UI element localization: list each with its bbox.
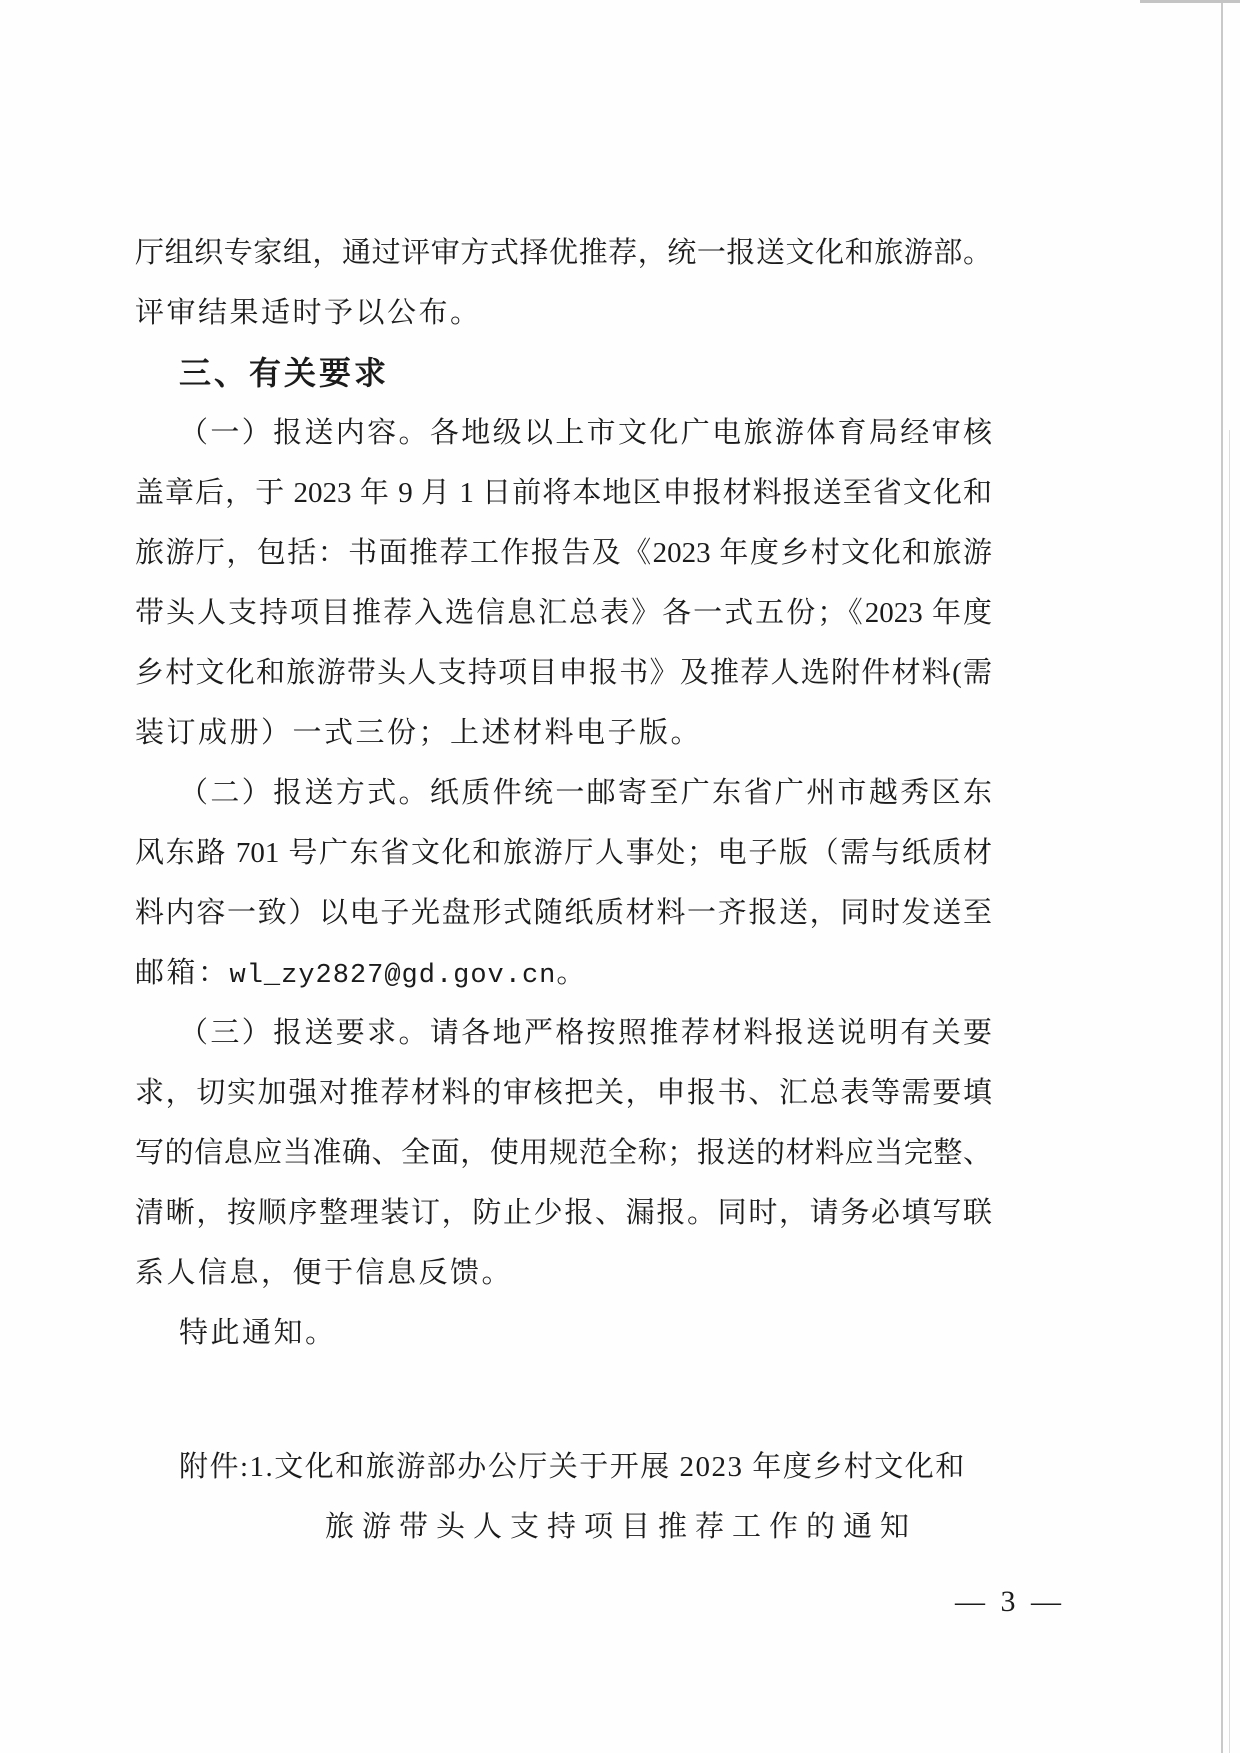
scan-edge-line [1229, 430, 1230, 1753]
email-address: wl_zy2827@gd.gov.cn [229, 961, 557, 991]
item-1-line: 带头人支持项目推荐入选信息汇总表》各一式五份；《2023 年度 [135, 597, 992, 629]
item-3-line: 求，切实加强对推荐材料的审核把关，申报书、汇总表等需要填 [135, 1077, 992, 1109]
item-1-line: （一）报送内容。各地级以上市文化广电旅游体育局经审核 [179, 417, 992, 449]
item-2-line: （二）报送方式。纸质件统一邮寄至广东省广州市越秀区东 [179, 777, 992, 809]
scan-edge-artifact [1140, 0, 1240, 3]
item-3-line: （三）报送要求。请各地严格按照推荐材料报送说明有关要 [179, 1017, 992, 1049]
item-3-line: 清晰，按顺序整理装订，防止少报、漏报。同时，请务必填写联 [135, 1197, 992, 1229]
email-label: 邮箱： [135, 957, 230, 989]
item-1-line: 乡村文化和旅游带头人支持项目申报书》及推荐人选附件材料(需 [135, 657, 992, 689]
item-3-line: 写的信息应当准确、全面，使用规范全称；报送的材料应当完整、 [135, 1137, 992, 1169]
item-2-line: 料内容一致）以电子光盘形式随纸质材料一齐报送，同时发送至 [135, 897, 992, 929]
item-2-line: 风东路 701 号广东省文化和旅游厅人事处；电子版（需与纸质材 [135, 837, 992, 869]
attachment-list [135, 1437, 992, 1557]
item-3-line: 系人信息，便于信息反馈。 [135, 1257, 514, 1289]
attachment-line: 附件:1.文化和旅游部办公厅关于开展 2023 年度乡村文化和 [179, 1451, 966, 1483]
section-heading: 三、有关要求 [179, 355, 390, 391]
intro-line: 评审结果适时予以公布。 [135, 297, 482, 329]
item-2-email-line [135, 943, 992, 1003]
scan-edge-line [1221, 0, 1223, 1753]
email-period: 。 [556, 957, 588, 989]
item-1-line: 装订成册）一式三份；上述材料电子版。 [135, 717, 703, 749]
attachment-line: 旅游带头人支持项目推荐工作的通知 [325, 1511, 918, 1543]
page-number: — 3 — [955, 1585, 1065, 1618]
document-body [135, 223, 992, 1557]
intro-line: 厅组织专家组，通过评审方式择优推荐，统一报送文化和旅游部。 [135, 237, 992, 269]
closing-line: 特此通知。 [179, 1317, 337, 1349]
item-1-line: 旅游厅，包括：书面推荐工作报告及《2023 年度乡村文化和旅游 [135, 537, 992, 569]
item-1-line: 盖章后，于 2023 年 9 月 1 日前将本地区申报材料报送至省文化和 [135, 477, 992, 509]
